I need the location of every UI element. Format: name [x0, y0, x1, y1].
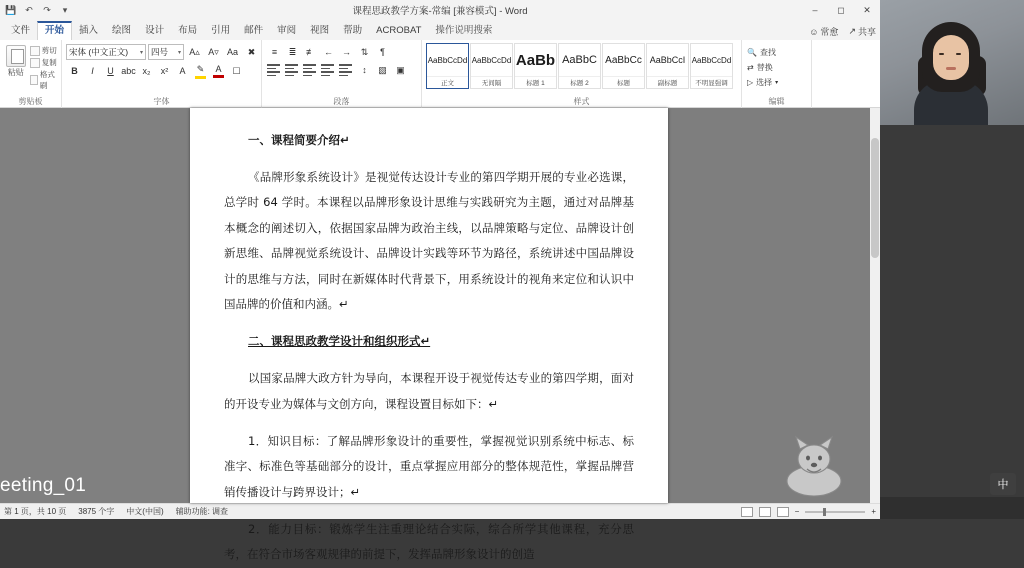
- line-spacing-icon[interactable]: ↕: [362, 65, 367, 75]
- style-item-heading2[interactable]: [558, 43, 601, 89]
- participant-mouth: [946, 67, 956, 70]
- tab-layout[interactable]: 布局: [178, 25, 198, 36]
- tab-design[interactable]: 设计: [145, 25, 165, 36]
- font-name-combo[interactable]: 宋体 (中文正文) ▾: [66, 44, 146, 60]
- tab-draw[interactable]: 绘图: [112, 25, 132, 36]
- group-label-styles: 样式: [573, 97, 590, 106]
- search-icon: 🔍: [747, 48, 757, 57]
- window-title: 课程思政教学方案-常编 [兼容模式] - Word: [352, 6, 528, 17]
- numbering-icon[interactable]: ≣: [288, 46, 297, 57]
- language-indicator[interactable]: 中文(中国): [126, 507, 164, 516]
- group-label-font: 字体: [153, 97, 170, 106]
- style-preview: AaBb: [515, 51, 556, 69]
- group-clipboard: [0, 40, 62, 108]
- styles-gallery: [426, 42, 733, 89]
- share-button[interactable]: ↗ 共享: [848, 26, 876, 37]
- font-color-icon[interactable]: A: [210, 63, 227, 79]
- distribute-icon[interactable]: [338, 62, 355, 78]
- cut-button[interactable]: 剪切: [30, 45, 57, 56]
- style-preview: AaBbCcI: [649, 55, 686, 65]
- paragraph-heading-1: 一、课程简要介绍↵: [248, 132, 350, 147]
- background-taskbar: [880, 497, 1024, 519]
- tab-help[interactable]: 帮助: [343, 25, 363, 36]
- chevron-down-icon: ▾: [775, 80, 779, 86]
- paragraph-body-3: 1．知识目标：了解品牌形象设计的重要性，掌握视觉识别系统中标志、标准字、标准色等基础部分的设计，重点掌握应用部分的整体规范性，掌握品牌营销传播设计与跨界设计；↵: [224, 433, 634, 499]
- video-tile-self[interactable]: [880, 0, 1024, 125]
- group-label-editing: 编辑: [768, 97, 785, 106]
- text-effects-icon[interactable]: A: [179, 66, 186, 76]
- italic-icon[interactable]: I: [91, 66, 94, 76]
- format-painter-icon: [30, 75, 38, 85]
- replace-icon: ⇄: [747, 63, 754, 72]
- style-item-heading1[interactable]: [514, 43, 557, 89]
- accessibility-indicator[interactable]: 辅助功能: 调查: [175, 507, 229, 516]
- ribbon-home: [0, 40, 880, 108]
- grow-font-icon[interactable]: A▵: [189, 46, 200, 57]
- vertical-scrollbar[interactable]: [870, 108, 880, 503]
- align-center-icon[interactable]: [284, 62, 301, 78]
- style-name: 正文: [427, 76, 468, 88]
- quick-access-toolbar: [0, 4, 71, 16]
- style-preview: AaBbCcDd: [427, 55, 468, 65]
- participant-eye-right: [956, 53, 961, 55]
- clear-formatting-icon[interactable]: ✖: [247, 46, 256, 57]
- shrink-font-icon[interactable]: A▿: [208, 46, 219, 57]
- style-name: 无间隔: [471, 76, 512, 88]
- undo-icon[interactable]: ↶: [25, 4, 33, 15]
- redo-icon[interactable]: ↷: [43, 4, 51, 15]
- style-item-no-spacing[interactable]: [470, 43, 513, 89]
- character-border-icon[interactable]: ☐: [232, 65, 241, 76]
- tell-me-search[interactable]: 操作说明搜索: [435, 25, 493, 36]
- scissors-icon: [30, 46, 40, 56]
- style-name: 标题 1: [515, 76, 556, 88]
- paragraph-body-1: 《品牌形象系统设计》是视觉传达设计专业的第四学期开展的专业必选课，总学时 64 学时。本课程以品牌形象设计思维与实践研究为主题，通过对品牌基本概念的阐述切入，依据国家品牌为政治主线，以品牌策略与定位、品牌设计创新思维、品牌视觉系统设计、品牌设计实践等环节为路径，系统讲述中国品牌设计的思维与方法，同时在新媒体时代背景下，用系统设计的视角来定位和认识中国品牌的价值和内涵。↵: [224, 169, 634, 311]
- style-name: 不明显强调: [691, 76, 732, 88]
- participant-eye-left: [939, 53, 944, 55]
- minimize-button[interactable]: –: [812, 5, 818, 15]
- scrollbar-thumb[interactable]: [871, 138, 879, 258]
- tab-references[interactable]: 引用: [211, 25, 231, 36]
- show-marks-icon[interactable]: ¶: [380, 47, 385, 57]
- tab-acrobat[interactable]: ACROBAT: [376, 25, 422, 36]
- underline-icon[interactable]: U: [107, 66, 114, 76]
- status-right: [741, 507, 876, 517]
- bullets-icon[interactable]: ≡: [271, 47, 278, 57]
- group-label-clipboard: 剪贴板: [18, 97, 43, 106]
- style-name: 副标题: [647, 76, 688, 88]
- shading-icon[interactable]: ▧: [378, 64, 387, 75]
- page-indicator[interactable]: 第 1 页，共 10 页: [4, 507, 67, 516]
- customize-quick-access-icon[interactable]: ▾: [62, 4, 68, 15]
- share-icon: ↗: [848, 26, 856, 36]
- title-bar: [0, 0, 880, 20]
- align-left-icon[interactable]: [266, 62, 283, 78]
- superscript-icon[interactable]: x²: [160, 66, 169, 76]
- borders-icon[interactable]: ▣: [396, 64, 405, 75]
- paste-icon: [6, 45, 26, 67]
- ribbon-right-actions: [809, 25, 876, 38]
- group-font: [62, 40, 262, 108]
- chevron-down-icon: ▾: [139, 49, 143, 56]
- copy-button[interactable]: 复制: [30, 57, 57, 68]
- copy-icon: [30, 58, 40, 68]
- ime-indicator[interactable]: 中: [990, 473, 1016, 495]
- zoom-slider[interactable]: [805, 511, 865, 513]
- print-layout-icon[interactable]: [759, 507, 771, 517]
- tab-home[interactable]: 开始: [37, 21, 72, 40]
- chevron-down-icon: ▾: [177, 49, 181, 56]
- style-preview: AaBbCc: [605, 54, 642, 66]
- background-dark-right: [880, 125, 1024, 519]
- sort-icon[interactable]: ⇅: [360, 46, 369, 57]
- web-layout-icon[interactable]: [777, 507, 789, 517]
- webcam-participant: [914, 22, 988, 125]
- style-item-title[interactable]: [602, 43, 645, 89]
- strikethrough-icon[interactable]: abc: [121, 66, 136, 76]
- change-case-icon[interactable]: Aa: [226, 47, 238, 57]
- group-editing: [742, 40, 812, 108]
- window-controls: [802, 0, 880, 20]
- tab-insert[interactable]: 插入: [79, 25, 99, 36]
- restore-button[interactable]: ◻: [837, 4, 845, 15]
- select-button[interactable]: ▷ 选择 ▾: [747, 78, 779, 87]
- paragraph-heading-2: 二、课程思政教学设计和组织形式↵: [248, 334, 431, 348]
- increase-indent-icon[interactable]: →: [342, 47, 351, 57]
- zoom-slider-knob[interactable]: [823, 508, 826, 516]
- font-size-combo[interactable]: 四号 ▾: [148, 44, 184, 60]
- style-item-subtle-emphasis[interactable]: [690, 43, 733, 89]
- participant-face: [933, 35, 969, 80]
- style-preview: AaBbCcDd: [691, 55, 732, 65]
- tab-review[interactable]: 审阅: [277, 25, 297, 36]
- style-preview: AaBbCcDd: [471, 55, 512, 65]
- person-icon: ☺: [809, 26, 819, 37]
- style-name: 标题: [603, 76, 644, 88]
- style-item-subtitle[interactable]: [646, 43, 689, 89]
- style-preview: AaBbC: [562, 54, 597, 66]
- decrease-indent-icon[interactable]: ←: [324, 47, 333, 57]
- style-item-normal[interactable]: [426, 43, 469, 89]
- save-icon[interactable]: 💾: [5, 4, 17, 15]
- align-right-icon[interactable]: [302, 62, 319, 78]
- group-label-paragraph: 段落: [333, 97, 350, 106]
- paragraph-body-4: 2．能力目标：锻炼学生注重理论结合实际，综合所学其他课程，充分思考，在符合市场客观规律的前提下，发挥品牌形象设计的创造: [224, 521, 634, 561]
- document-text[interactable]: [190, 108, 668, 568]
- find-button[interactable]: 🔍 查找: [747, 48, 776, 57]
- tab-mailings[interactable]: 邮件: [244, 25, 264, 36]
- style-name: 标题 2: [559, 76, 600, 88]
- bold-icon[interactable]: B: [71, 66, 78, 76]
- format-painter-button[interactable]: 格式刷: [30, 69, 57, 91]
- husky-dog-watermark: [766, 437, 862, 499]
- word-count[interactable]: 3875 个字: [78, 507, 115, 516]
- meeting-title-overlay: eeting_01: [0, 475, 87, 496]
- close-button[interactable]: ✕: [863, 4, 871, 15]
- zoom-in-icon[interactable]: +: [871, 507, 876, 516]
- select-icon: ▷: [747, 78, 754, 87]
- replace-button[interactable]: ⇄ 替换: [747, 63, 773, 72]
- tab-file[interactable]: 文件: [11, 25, 31, 36]
- account-name[interactable]: ☺ 常愈: [809, 26, 839, 37]
- paste-button[interactable]: 粘贴: [4, 42, 28, 78]
- desk-left: [0, 108, 190, 503]
- ribbon-tab-strip: [0, 20, 880, 40]
- multilevel-list-icon[interactable]: ≢: [306, 47, 315, 57]
- subscript-icon[interactable]: x₂: [142, 66, 151, 76]
- justify-icon[interactable]: [320, 62, 337, 78]
- read-mode-icon[interactable]: [741, 507, 753, 517]
- text-highlight-icon[interactable]: ✎: [192, 63, 209, 79]
- group-paragraph: [262, 40, 422, 108]
- zoom-out-icon[interactable]: −: [794, 507, 800, 516]
- paragraph-body-2: 以国家品牌大政方针为导向，本课程开设于视觉传达专业的第四学期，面对的开设专业为媒体与文创方向，课程设置目标如下：↵: [224, 371, 634, 411]
- group-styles: [422, 40, 742, 108]
- tab-view[interactable]: 视图: [310, 25, 330, 36]
